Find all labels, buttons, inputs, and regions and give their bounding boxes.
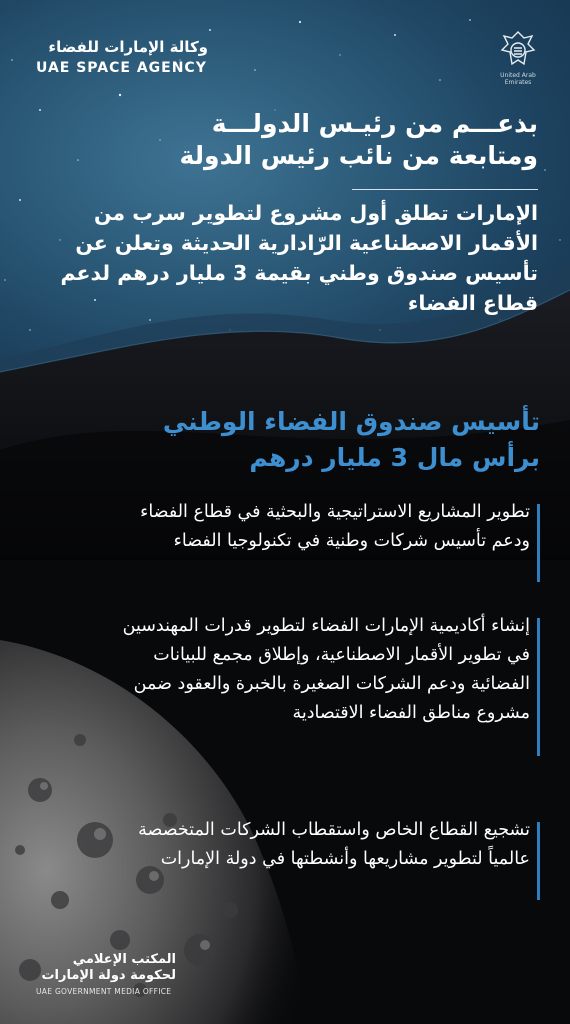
- headline-top: [58, 108, 538, 172]
- fund-item-text: إنشاء أكاديمية الإمارات الفضاء لتطوير قدرات المهندسين في تطوير الأقمار الاصطناعية، وإطلاق مجمع للبيانات الفضائية ودعم الشركات الصغيرة بالخبرة والعقود ضمن مشروع مناطق الفضاء الاقتصادية: [122, 616, 530, 723]
- media-office-arabic-line-2: لحكومة دولة الإمارات: [41, 968, 176, 983]
- agency-logo: [36, 38, 208, 76]
- media-office-arabic-line-1: المكتب الإعلامي: [72, 952, 176, 967]
- fund-title: [60, 404, 540, 476]
- headline-lead: الإمارات تطلق أول مشروع لتطوير سرب من الأقمار الاصطناعية الرّادارية الحديثة وتعلن عن تأسيس صندوق وطني بقيمة 3 مليار درهم لدعم قطاع الفضاء: [60, 201, 538, 315]
- agency-name-english: UAE SPACE AGENCY: [36, 60, 207, 76]
- headline-line-1: بدعـــم من رئيـس الدولـــة: [211, 109, 538, 138]
- headline-line-2: ومتابعة من نائب رئيس الدولة: [179, 141, 538, 170]
- fund-item-1: [120, 498, 540, 556]
- item-accent-bar: [537, 822, 540, 900]
- moon-surface: [0, 520, 570, 1024]
- media-office-logo: [36, 952, 206, 996]
- fund-item-2: [120, 612, 540, 728]
- agency-name-arabic: وكالة الإمارات للفضاء: [48, 38, 208, 56]
- fund-item-text: تطوير المشاريع الاستراتيجية والبحثية في قطاع الفضاء ودعم تأسيس شركات وطنية في تكنولوجيا الفضاء: [140, 502, 530, 551]
- uae-emblem-icon: [494, 26, 542, 74]
- emblem-caption: United Arab Emirates: [500, 72, 536, 86]
- fund-item-text: تشجيع القطاع الخاص واستقطاب الشركات المتخصصة عالمياً لتطوير مشاريعها وأنشطتها في دولة الإمارات: [138, 820, 530, 869]
- media-office-arabic: [36, 952, 176, 984]
- item-accent-bar: [537, 618, 540, 756]
- item-accent-bar: [537, 504, 540, 582]
- fund-title-line-1: تأسيس صندوق الفضاء الوطني: [162, 407, 540, 436]
- fund-title-line-2: برأس مال 3 مليار درهم: [249, 443, 540, 472]
- headline-divider: [352, 189, 538, 190]
- fund-item-3: [120, 816, 540, 874]
- media-office-english: UAE GOVERNMENT MEDIA OFFICE: [36, 987, 172, 996]
